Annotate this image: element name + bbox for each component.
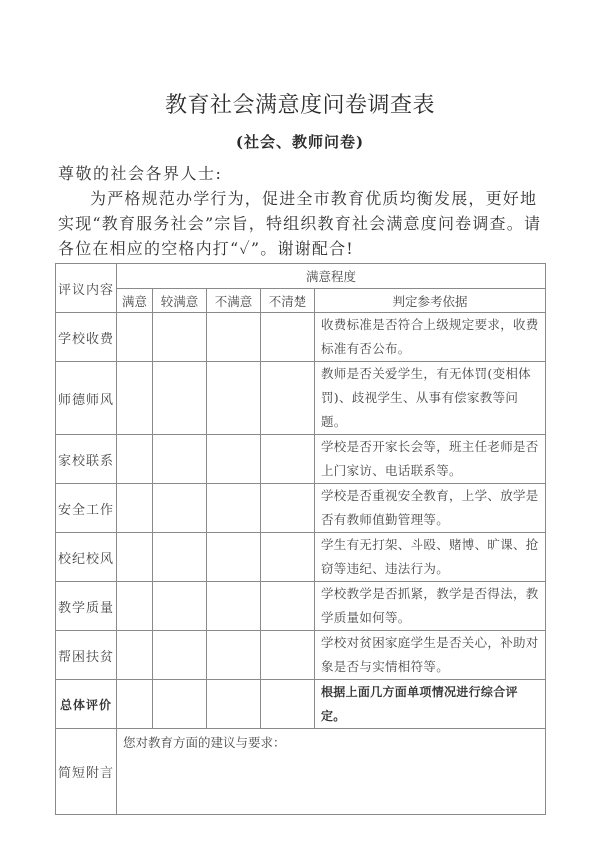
header-option-unclear: 不清楚: [261, 289, 315, 313]
remarks-prompt: 您对教育方面的建议与要求：: [123, 735, 286, 750]
check-cell-unclear[interactable]: [261, 582, 315, 631]
check-cell-unsatisfied[interactable]: [207, 582, 261, 631]
check-cell-unsatisfied[interactable]: [207, 435, 261, 484]
check-cell-satisfied[interactable]: [117, 313, 153, 362]
table-row: [56, 362, 546, 435]
table-row: [56, 484, 546, 533]
check-cell-fairly-satisfied[interactable]: [153, 582, 207, 631]
row-item: 学校收费: [56, 313, 117, 362]
check-cell-fairly-satisfied[interactable]: [153, 533, 207, 582]
check-cell-unclear[interactable]: [261, 313, 315, 362]
check-cell-satisfied[interactable]: [117, 533, 153, 582]
survey-table: [55, 263, 546, 815]
remarks-field[interactable]: [117, 729, 546, 815]
check-cell-satisfied[interactable]: [117, 435, 153, 484]
overall-row: [56, 680, 546, 729]
check-cell-fairly-satisfied[interactable]: [153, 631, 207, 680]
check-cell-fairly-satisfied[interactable]: [153, 680, 207, 729]
check-cell-unsatisfied[interactable]: [207, 680, 261, 729]
row-basis: 学校是否重视安全教育，上学、放学是否有教师值勤管理等。: [315, 484, 546, 533]
row-basis: 学校对贫困家庭学生是否关心，补助对象是否与实情相符等。: [315, 631, 546, 680]
page-title: 教育社会满意度问卷调查表: [164, 93, 435, 118]
check-cell-unclear[interactable]: [261, 533, 315, 582]
page-subtitle: (社会、教师问卷): [235, 133, 365, 151]
overall-basis: 根据上面几方面单项情况进行综合评定。: [315, 680, 546, 729]
intro-text: 为严格规范办学行为，促进全市教育优质均衡发展，更好地实现“教育服务社会”宗旨，特组织教育社会满意度问卷调查。请各位在相应的空格内打“✓”。谢谢配合!: [58, 189, 542, 258]
table-row: [56, 533, 546, 582]
check-cell-unclear[interactable]: [261, 680, 315, 729]
check-cell-unsatisfied[interactable]: [207, 484, 261, 533]
row-item: 教学质量: [56, 582, 117, 631]
row-item: 校纪校风: [56, 533, 117, 582]
header-option-fairly-satisfied: 较满意: [153, 289, 207, 313]
check-cell-unclear[interactable]: [261, 631, 315, 680]
check-cell-satisfied[interactable]: [117, 680, 153, 729]
check-cell-satisfied[interactable]: [117, 484, 153, 533]
header-option-unsatisfied: 不满意: [207, 289, 261, 313]
row-item: 家校联系: [56, 435, 117, 484]
table-row: [56, 631, 546, 680]
header-basis: 判定参考依据: [315, 289, 546, 313]
check-cell-unsatisfied[interactable]: [207, 313, 261, 362]
check-cell-fairly-satisfied[interactable]: [153, 484, 207, 533]
row-basis: 收费标准是否符合上级规定要求，收费标准有否公布。: [315, 313, 546, 362]
check-cell-fairly-satisfied[interactable]: [153, 313, 207, 362]
row-basis: 学校是否开家长会等，班主任老师是否上门家访、电话联系等。: [315, 435, 546, 484]
header-item: 评议内容: [56, 264, 117, 313]
row-basis: 学生有无打架、斗殴、赌博、旷课、抢窃等违纪、违法行为。: [315, 533, 546, 582]
table-row: [56, 435, 546, 484]
check-cell-unclear[interactable]: [261, 484, 315, 533]
table-row: [56, 582, 546, 631]
check-cell-fairly-satisfied[interactable]: [153, 362, 207, 435]
check-cell-satisfied[interactable]: [117, 582, 153, 631]
table-row: [56, 313, 546, 362]
row-item: 安全工作: [56, 484, 117, 533]
row-basis: 学校教学是否抓紧，教学是否得法，教学质量如何等。: [315, 582, 546, 631]
check-cell-unsatisfied[interactable]: [207, 362, 261, 435]
row-item: 帮困扶贫: [56, 631, 117, 680]
row-basis: 教师是否关爱学生，有无体罚(变相体罚)、歧视学生、从事有偿家教等问题。: [315, 362, 546, 435]
check-cell-satisfied[interactable]: [117, 362, 153, 435]
check-cell-unclear[interactable]: [261, 435, 315, 484]
check-cell-unsatisfied[interactable]: [207, 631, 261, 680]
header-satisfaction: 满意程度: [117, 264, 546, 289]
check-cell-unclear[interactable]: [261, 362, 315, 435]
check-cell-satisfied[interactable]: [117, 631, 153, 680]
overall-item: 总体评价: [56, 680, 117, 729]
remarks-row: [56, 729, 546, 815]
check-cell-fairly-satisfied[interactable]: [153, 435, 207, 484]
intro-paragraph: [58, 186, 548, 261]
row-item: 师德师风: [56, 362, 117, 435]
greeting: 尊敬的社会各界人士:: [58, 164, 223, 183]
remarks-item: 简短附言: [56, 729, 117, 815]
check-cell-unsatisfied[interactable]: [207, 533, 261, 582]
header-option-satisfied: 满意: [117, 289, 153, 313]
